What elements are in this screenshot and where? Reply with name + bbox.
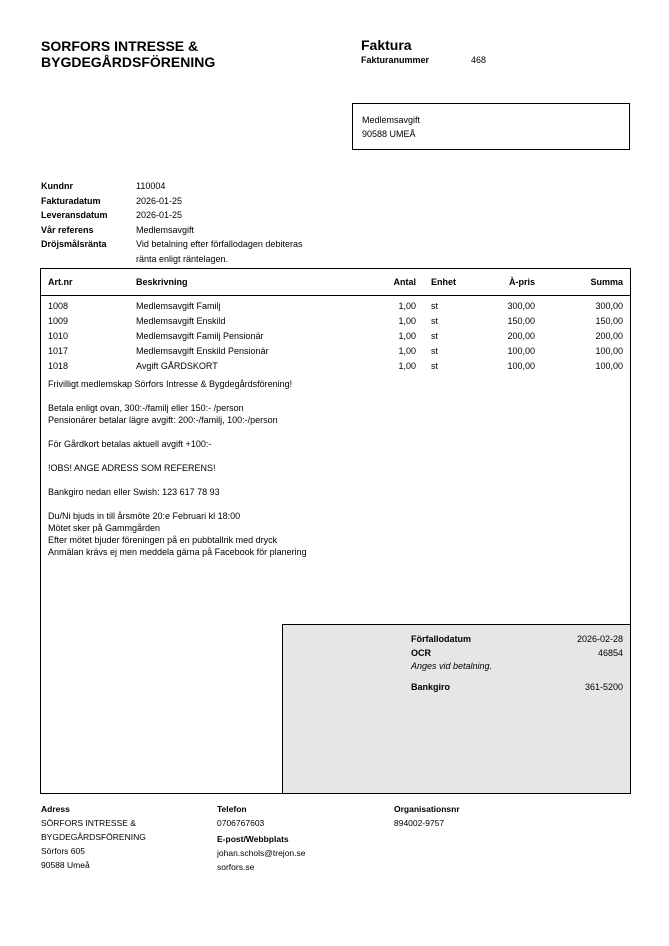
footer-email: johan.schols@trejon.se	[217, 848, 306, 858]
meta-label: Dröjsmålsränta	[41, 239, 107, 249]
note-line: Efter mötet bjuder föreningen på en pubbtallrik med dryck	[48, 535, 278, 545]
cell-unit-price: 100,00	[507, 361, 535, 371]
note-line: Anmälan krävs ej men meddela gärna på Facebook för planering	[48, 547, 307, 557]
table-row	[41, 329, 630, 344]
footer-website: sorfors.se	[217, 862, 255, 872]
ocr-value: 46854	[597, 648, 623, 658]
header-total: Summa	[590, 277, 623, 287]
footer-orgnr-label: Organisationsnr	[394, 804, 460, 814]
cell-art-number: 1018	[48, 361, 69, 371]
due-date-label: Förfallodatum	[411, 634, 471, 644]
recipient-line1: Medlemsavgift	[362, 115, 421, 125]
document-title: Faktura	[361, 37, 412, 53]
footer-phone-label: Telefon	[217, 804, 247, 814]
cell-quantity: 1,00	[398, 361, 416, 371]
cell-art-number: 1008	[48, 301, 69, 311]
cell-unit: st	[431, 301, 439, 311]
note-line	[48, 474, 608, 486]
meta-label: Fakturadatum	[41, 195, 101, 206]
bankgiro-value: 361-5200	[584, 682, 623, 692]
cell-quantity: 1,00	[398, 316, 416, 326]
meta-value: 110004	[136, 181, 166, 191]
meta-value: Medlemsavgift	[136, 224, 195, 235]
table-body	[41, 299, 630, 374]
header-quantity: Antal	[393, 277, 416, 287]
cell-unit: st	[431, 346, 439, 356]
meta-row-customer-number	[41, 179, 336, 194]
cell-quantity: 1,00	[398, 346, 416, 356]
note-line: Pensionärer betalar lägre avgift: 200:-/familj, 100:-/person	[48, 415, 278, 425]
due-date-row	[411, 633, 623, 646]
invoice-table	[40, 268, 631, 794]
cell-unit-price: 300,00	[507, 301, 535, 311]
cell-unit-price: 200,00	[507, 331, 535, 341]
table-row	[41, 314, 630, 329]
cell-total: 300,00	[595, 301, 623, 311]
meta-value	[136, 237, 336, 266]
footer-address-line4: 90588 Umeå	[41, 860, 90, 870]
cell-quantity: 1,00	[398, 301, 416, 311]
payment-info-box	[282, 624, 630, 793]
note-line	[48, 498, 608, 510]
header-description: Beskrivning	[136, 277, 188, 287]
cell-description: Medlemsavgift Enskild	[136, 316, 226, 326]
meta-label: Kundnr	[41, 181, 73, 191]
table-header	[41, 269, 630, 296]
invoice-meta	[41, 179, 336, 266]
organization-name-line2: BYGDEGÅRDSFÖRENING	[41, 54, 216, 70]
header-unit-price: À-pris	[508, 277, 535, 287]
table-row	[41, 359, 630, 374]
cell-quantity: 1,00	[398, 331, 416, 341]
footer-address	[41, 802, 146, 872]
footer-web-label: E-post/Webbplats	[217, 834, 289, 844]
organization-name-line1: SORFORS INTRESSE &	[41, 38, 199, 54]
recipient-address-box	[352, 103, 630, 150]
note-line	[48, 426, 608, 438]
footer-address-line3: Sörfors 605	[41, 846, 85, 856]
footer-address-line1: SÖRFORS INTRESSE &	[41, 818, 136, 828]
note-line: Mötet sker på Gammgården	[48, 523, 161, 533]
due-date-value: 2026-02-28	[576, 634, 623, 644]
note-line: Bankgiro nedan eller Swish: 123 617 78 93	[48, 487, 220, 497]
note-line: Betala enligt ovan, 300:-/familj eller 150:- /person	[48, 403, 244, 413]
invoice-number-label: Fakturanummer	[361, 55, 430, 65]
meta-value: 2026-01-25	[136, 195, 183, 206]
note-line	[48, 450, 608, 462]
cell-art-number: 1017	[48, 346, 69, 356]
meta-row-our-reference	[41, 223, 336, 238]
note-line: Du/Ni bjuds in till årsmöte 20:e Februari kl 18:00	[48, 511, 241, 521]
cell-total: 100,00	[595, 361, 623, 371]
cell-unit-price: 150,00	[507, 316, 535, 326]
meta-value: 2026-01-25	[136, 210, 183, 220]
table-row	[41, 344, 630, 359]
bankgiro-row	[411, 681, 623, 694]
recipient-line2: 90588 UMEÅ	[362, 129, 416, 139]
note-line	[48, 390, 608, 402]
ocr-row	[411, 647, 623, 660]
cell-description: Medlemsavgift Familj	[136, 301, 221, 311]
organization-name	[41, 38, 301, 70]
meta-value-line1: Vid betalning efter förfallodagen debiteras	[136, 239, 303, 249]
meta-value-line2: ränta enligt räntelagen.	[136, 253, 229, 264]
cell-unit: st	[431, 316, 439, 326]
footer-orgnr-value: 894002-9757	[394, 818, 445, 828]
cell-description: Medlemsavgift Familj Pensionär	[136, 331, 264, 341]
cell-art-number: 1010	[48, 331, 69, 341]
cell-total: 200,00	[595, 331, 623, 341]
footer-contact	[217, 802, 305, 874]
ocr-note: Anges vid betalning.	[411, 661, 493, 671]
meta-row-late-interest	[41, 237, 336, 266]
table-row	[41, 299, 630, 314]
ocr-label: OCR	[411, 648, 431, 658]
meta-row-delivery-date	[41, 208, 336, 223]
meta-label: Vår referens	[41, 224, 94, 235]
footer-address-label: Adress	[41, 804, 70, 814]
footer-phone-value: 0706767603	[217, 818, 265, 828]
note-line: För Gårdkort betalas aktuell avgift +100:-	[48, 439, 212, 449]
cell-unit-price: 100,00	[507, 346, 535, 356]
bankgiro-label: Bankgiro	[411, 682, 451, 692]
header-unit: Enhet	[431, 277, 457, 287]
cell-art-number: 1009	[48, 316, 69, 326]
cell-unit: st	[431, 361, 439, 371]
footer-address-line2: BYGDEGÅRDSFÖRENING	[41, 832, 146, 842]
cell-total: 150,00	[595, 316, 623, 326]
note-line: !OBS! ANGE ADRESS SOM REFERENS!	[48, 463, 216, 473]
cell-description: Avgift GÅRDSKORT	[136, 361, 218, 371]
invoice-notes	[48, 378, 608, 558]
invoice-number-value: 468	[471, 55, 487, 65]
meta-row-invoice-date	[41, 194, 336, 209]
footer-org-number	[394, 802, 460, 830]
cell-description: Medlemsavgift Enskild Pensionär	[136, 346, 269, 356]
meta-label: Leveransdatum	[41, 210, 108, 220]
header-art-number: Art.nr	[48, 277, 73, 287]
note-line: Frivilligt medlemskap Sörfors Intresse & Bygdegårdsförening!	[48, 379, 293, 389]
cell-unit: st	[431, 331, 439, 341]
cell-total: 100,00	[595, 346, 623, 356]
